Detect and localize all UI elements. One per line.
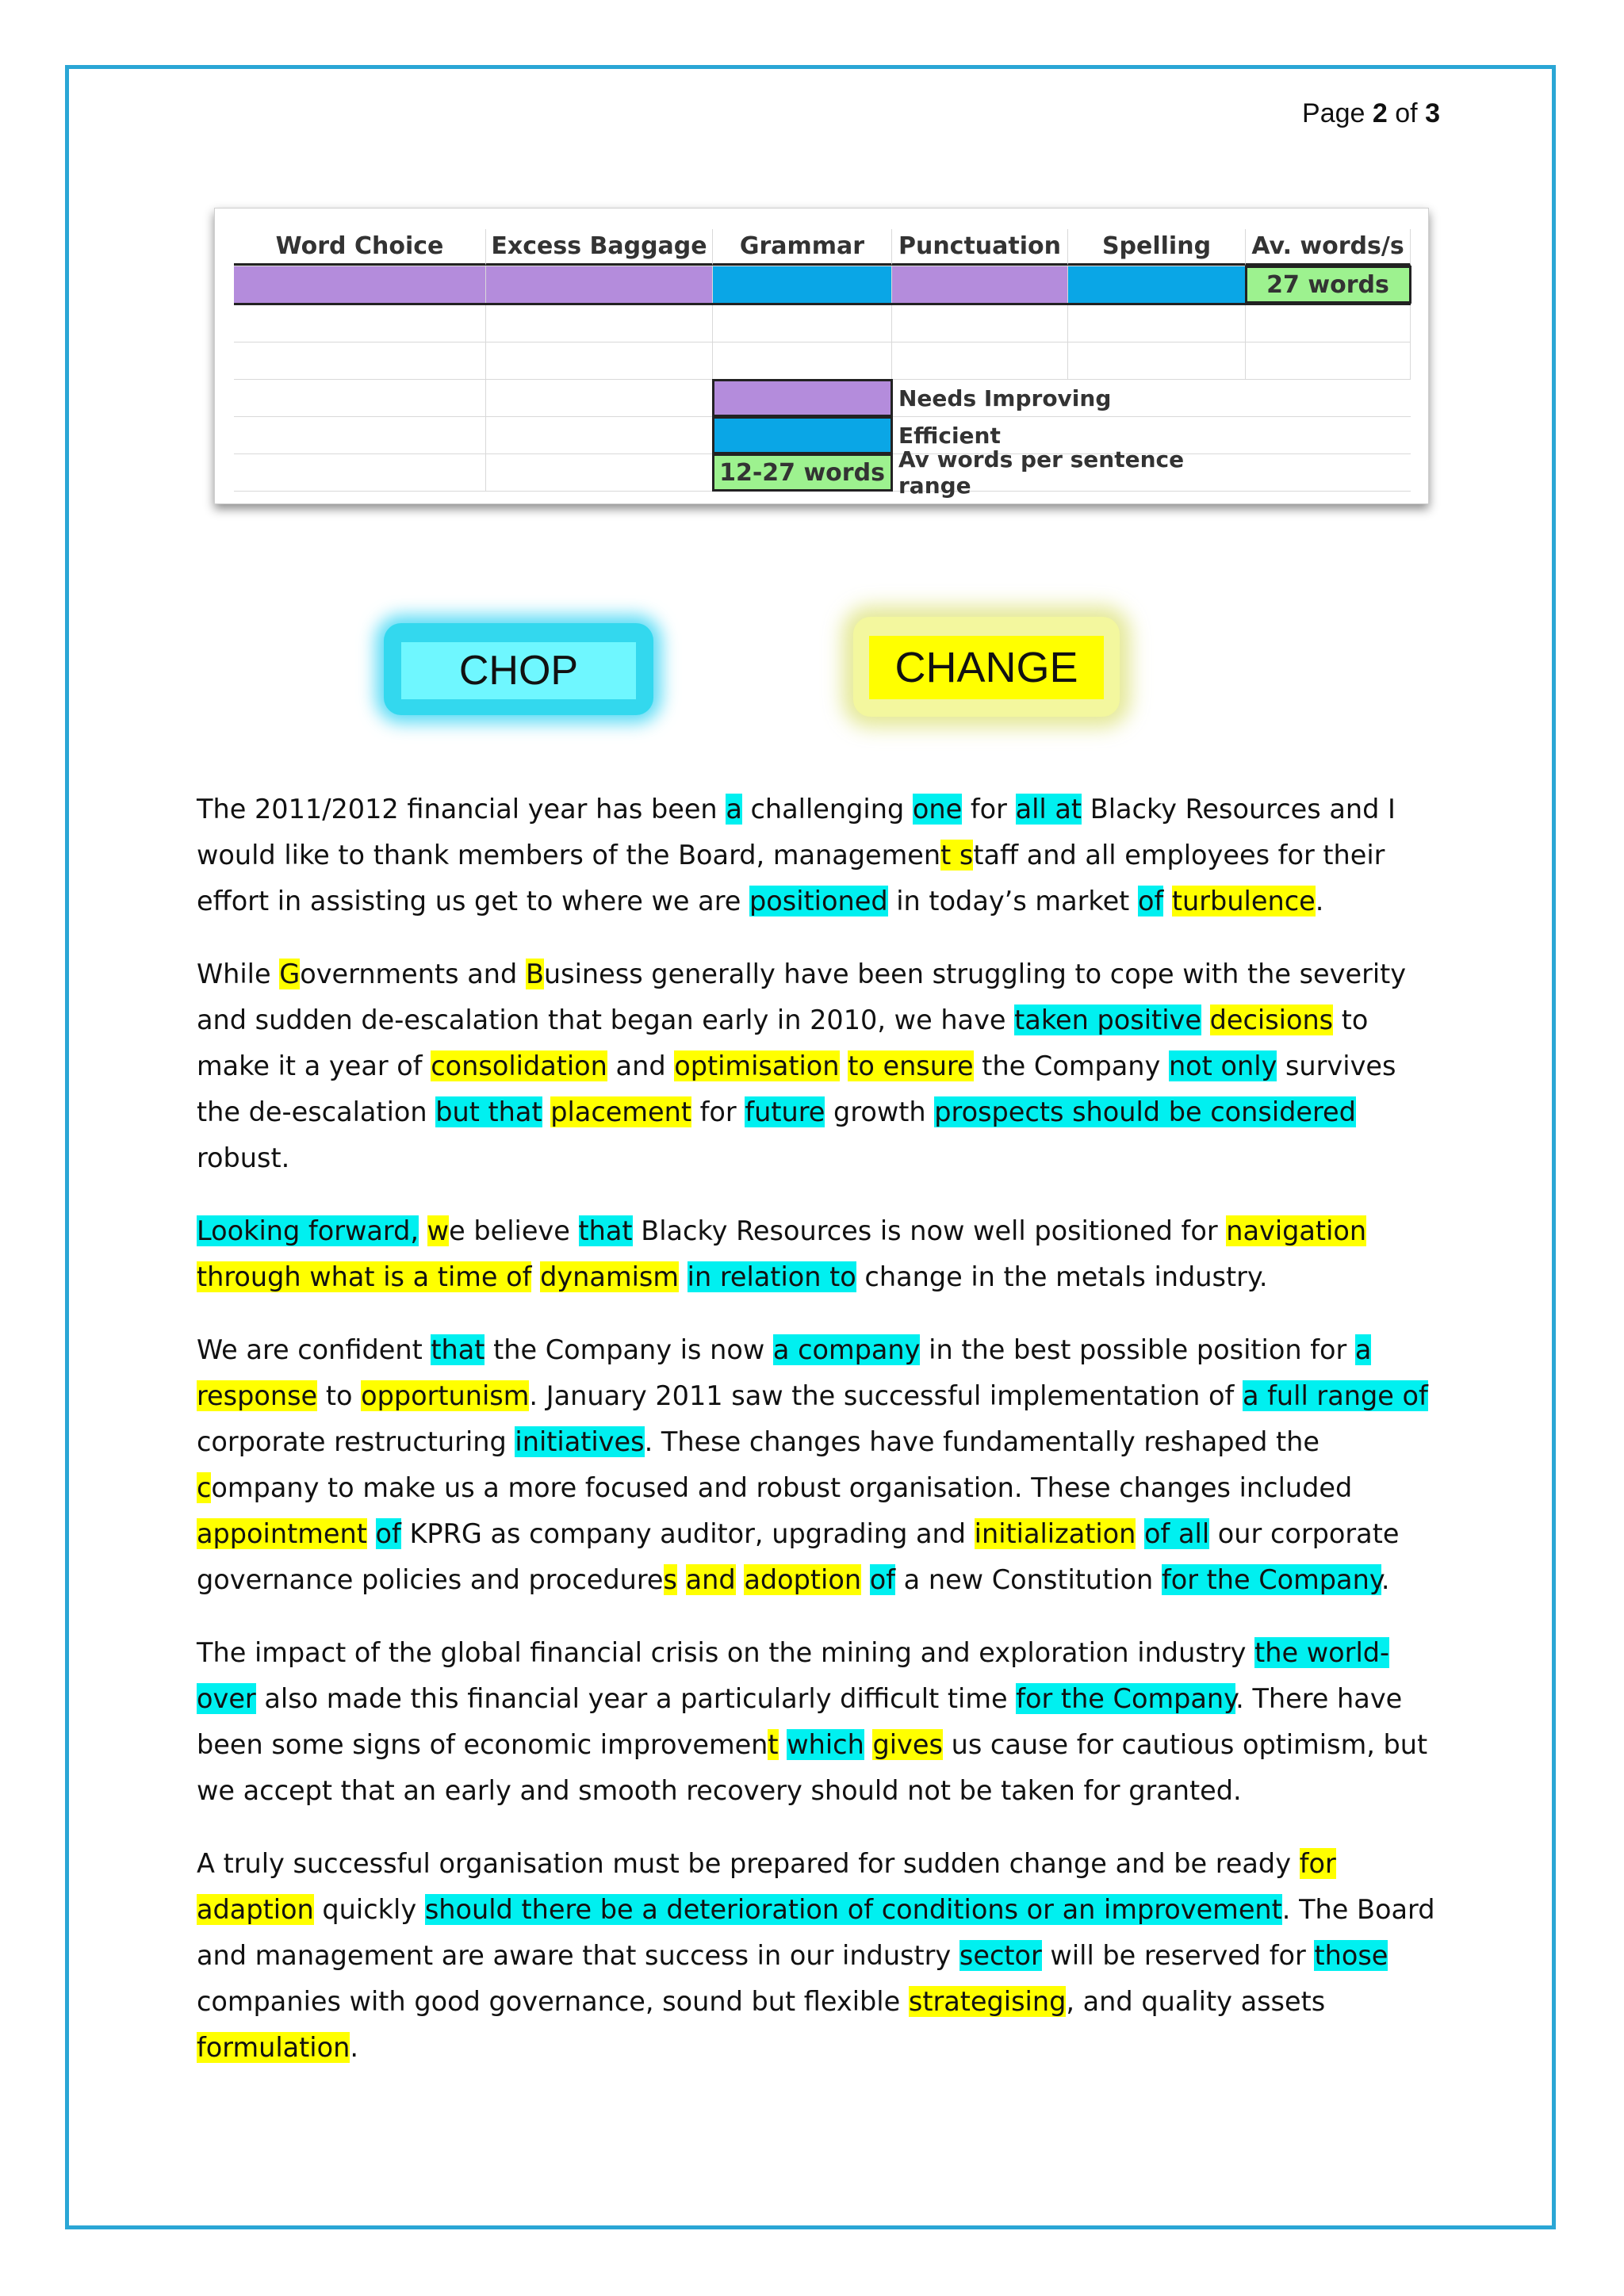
change-highlight: s	[663, 1564, 677, 1595]
column-header: Punctuation	[892, 229, 1068, 266]
change-highlight: consolidation	[431, 1050, 607, 1081]
table-row	[234, 305, 1411, 342]
chop-highlight: that	[431, 1334, 485, 1365]
text-run: . The Board and management are aware that success in our industry	[197, 1894, 1435, 1971]
text-run: change in the metals industry.	[856, 1261, 1268, 1292]
paragraph	[197, 1841, 1442, 2071]
rating-cell-spelling	[1068, 266, 1246, 303]
text-run: for	[962, 794, 1016, 825]
text-run: .	[350, 2032, 359, 2063]
text-run: survives the de-escalation	[197, 1050, 1396, 1127]
text-run: . There have been some signs of economic improvemen	[197, 1683, 1403, 1760]
text-run	[736, 1564, 745, 1595]
text-run	[779, 1729, 787, 1760]
text-run: overnments and	[300, 959, 526, 989]
text-run: We are confident	[197, 1334, 431, 1365]
change-highlight: navigation through what is a time of	[197, 1215, 1367, 1292]
column-header: Excess Baggage	[486, 229, 713, 266]
text-run	[1201, 1004, 1210, 1035]
chop-highlight: that	[578, 1215, 633, 1246]
chop-highlight: a	[1354, 1334, 1372, 1365]
chop-highlight: a company	[772, 1334, 921, 1365]
change-highlight: c	[197, 1472, 212, 1503]
text-run	[531, 1261, 540, 1292]
text-run: e believe	[449, 1215, 579, 1246]
paragraph	[197, 951, 1442, 1181]
text-run	[840, 1050, 848, 1081]
change-highlight: placement	[550, 1096, 691, 1127]
chop-label: CHOP	[401, 642, 636, 699]
text-run: The 2011/2012 financial year has been	[197, 794, 726, 825]
chop-highlight: of	[869, 1564, 896, 1595]
chop-highlight: those	[1314, 1940, 1388, 1971]
text-run: . January 2011 saw the successful implementation of	[529, 1380, 1243, 1411]
change-highlight: and	[685, 1564, 736, 1595]
text-run: Blacky Resources is now well positioned for	[632, 1215, 1227, 1246]
change-highlight: adoption	[744, 1564, 862, 1595]
text-run: companies with good governance, sound but flexible	[197, 1986, 909, 2017]
chop-highlight: in relation to	[687, 1261, 856, 1292]
paragraph	[197, 1208, 1442, 1300]
chop-highlight: all at	[1015, 794, 1082, 825]
text-run: will be reserved for	[1041, 1940, 1315, 1971]
legend-label: Needs Improving	[898, 385, 1112, 411]
text-run	[861, 1564, 870, 1595]
column-header: Av. words/s	[1246, 229, 1411, 266]
change-highlight: gives	[872, 1729, 943, 1760]
chop-highlight: positioned	[749, 886, 888, 916]
paragraph	[197, 786, 1442, 924]
change-highlight: response	[197, 1380, 318, 1411]
text-run: a new Constitution	[895, 1564, 1162, 1595]
rating-cell-excess-baggage	[486, 266, 713, 303]
page-current: 2	[1372, 98, 1388, 128]
text-run	[864, 1729, 873, 1760]
change-key	[853, 617, 1120, 717]
legend-row	[234, 446, 1411, 499]
text-run: .	[1381, 1564, 1390, 1595]
change-highlight: appointment	[197, 1518, 367, 1549]
column-header: Spelling	[1068, 229, 1246, 266]
text-run	[677, 1564, 686, 1595]
text-run: taff and all employees for their effort in assisting us get to where we are	[197, 840, 1385, 916]
text-run	[367, 1518, 376, 1549]
text-run: robust.	[197, 1142, 290, 1173]
change-highlight: G	[279, 959, 301, 989]
text-run: and	[607, 1050, 675, 1081]
change-highlight: t	[768, 1729, 779, 1760]
text-run: for	[691, 1096, 745, 1127]
rating-cell-punctuation	[892, 266, 1068, 303]
text-run: ompany to make us a more focused and robust organisation. These changes included	[211, 1472, 1353, 1503]
body-text	[197, 786, 1442, 2098]
text-run	[1136, 1518, 1144, 1549]
change-highlight: turbulence	[1171, 886, 1316, 916]
chop-highlight: a full range of	[1242, 1380, 1428, 1411]
chop-highlight: should there be a deterioration of conditions or an improvement	[424, 1894, 1282, 1925]
text-run	[1163, 886, 1172, 916]
change-highlight: B	[525, 959, 544, 989]
legend-swatch-efficient	[713, 417, 892, 453]
change-highlight: opportunism	[361, 1380, 530, 1411]
text-run: to make it a year of	[197, 1004, 1369, 1081]
table-header-row	[234, 229, 1411, 266]
chop-highlight: for the Company	[1161, 1564, 1381, 1595]
page-number	[1302, 98, 1440, 129]
text-run: in today’s market	[887, 886, 1138, 916]
paragraph	[197, 1630, 1442, 1814]
change-highlight: strategising	[908, 1986, 1067, 2017]
text-run: challenging	[741, 794, 913, 825]
rating-cell-grammar	[713, 266, 892, 303]
change-highlight: w	[427, 1215, 450, 1246]
text-run: the Company is now	[485, 1334, 773, 1365]
chop-highlight: initiatives	[515, 1426, 645, 1457]
column-header: Grammar	[713, 229, 892, 266]
chop-highlight: of all	[1144, 1518, 1210, 1549]
text-run: quickly	[313, 1894, 425, 1925]
page-of: of	[1395, 98, 1418, 128]
text-run: KPRG as company auditor, upgrading and	[400, 1518, 975, 1549]
text-run: the Company	[973, 1050, 1169, 1081]
legend-swatch-needs-improving	[713, 380, 892, 416]
legend-label: Efficient	[898, 422, 1001, 449]
chop-highlight: future	[745, 1096, 825, 1127]
chop-highlight: for the Company	[1016, 1683, 1236, 1714]
text-run: growth	[825, 1096, 935, 1127]
text-run	[679, 1261, 688, 1292]
legend-swatch-words-range: 12-27 words	[713, 454, 892, 491]
change-highlight: t s	[940, 840, 974, 871]
text-run: corporate restructuring	[197, 1426, 515, 1457]
change-highlight: to ensure	[848, 1050, 974, 1081]
text-run: also made this financial year a particularly difficult time	[255, 1683, 1017, 1714]
change-highlight: optimisation	[674, 1050, 840, 1081]
legend-label: Av words per sentence range	[898, 446, 1185, 499]
chop-highlight: of	[1137, 886, 1164, 916]
chop-highlight: a	[726, 794, 742, 825]
column-header: Word Choice	[234, 229, 486, 266]
paragraph	[197, 1327, 1442, 1603]
change-highlight: formulation	[197, 2032, 350, 2063]
rating-cell-word-choice	[234, 266, 486, 303]
text-run: Blacky Resources and I would like to thank members of the Board, managemen	[197, 794, 1396, 871]
text-run: our corporate governance policies and procedure	[197, 1518, 1400, 1595]
chop-highlight: which	[787, 1729, 864, 1760]
change-label: CHANGE	[869, 636, 1104, 699]
text-run: A truly successful organisation must be prepared for sudden change and be ready	[197, 1848, 1300, 1879]
change-highlight: for adaption	[197, 1848, 1336, 1925]
change-highlight: decisions	[1209, 1004, 1334, 1035]
chop-highlight: Looking forward,	[197, 1215, 419, 1246]
legend-row	[234, 380, 1411, 417]
text-run	[542, 1096, 551, 1127]
change-highlight: dynamism	[540, 1261, 679, 1292]
chop-highlight: the world-over	[197, 1637, 1390, 1714]
text-run: in the best possible position for	[920, 1334, 1355, 1365]
rating-row	[234, 266, 1411, 305]
text-run	[419, 1215, 427, 1246]
text-run: The impact of the global financial crisis on the mining and exploration industry	[197, 1637, 1255, 1668]
text-run: , and quality assets	[1066, 1986, 1326, 2017]
chop-highlight: but that	[435, 1096, 542, 1127]
chop-highlight: one	[912, 794, 963, 825]
text-run: us cause for cautious optimism, but we accept that an early and smooth recovery should not be taken for granted.	[197, 1729, 1428, 1806]
text-run: . These changes have fundamentally reshaped the	[644, 1426, 1320, 1457]
text-run: usiness generally have been struggling to cope with the severity and sudden de-escalation that began early in 2010, we have	[197, 959, 1407, 1035]
text-run: to	[317, 1380, 362, 1411]
change-highlight: initialization	[974, 1518, 1136, 1549]
rating-cell-words: 27 words	[1246, 266, 1411, 303]
text-run: .	[1315, 886, 1324, 916]
chop-key	[384, 623, 653, 715]
chop-highlight: sector	[959, 1940, 1042, 1971]
chop-highlight: of	[375, 1518, 401, 1549]
summary-table	[214, 208, 1429, 504]
text-run: While	[197, 959, 280, 989]
page-total: 3	[1425, 98, 1440, 128]
page-label: Page	[1302, 98, 1365, 128]
chop-highlight: taken positive	[1014, 1004, 1201, 1035]
chop-highlight: prospects should be considered	[934, 1096, 1356, 1127]
chop-highlight: not only	[1168, 1050, 1277, 1081]
table-row	[234, 342, 1411, 380]
